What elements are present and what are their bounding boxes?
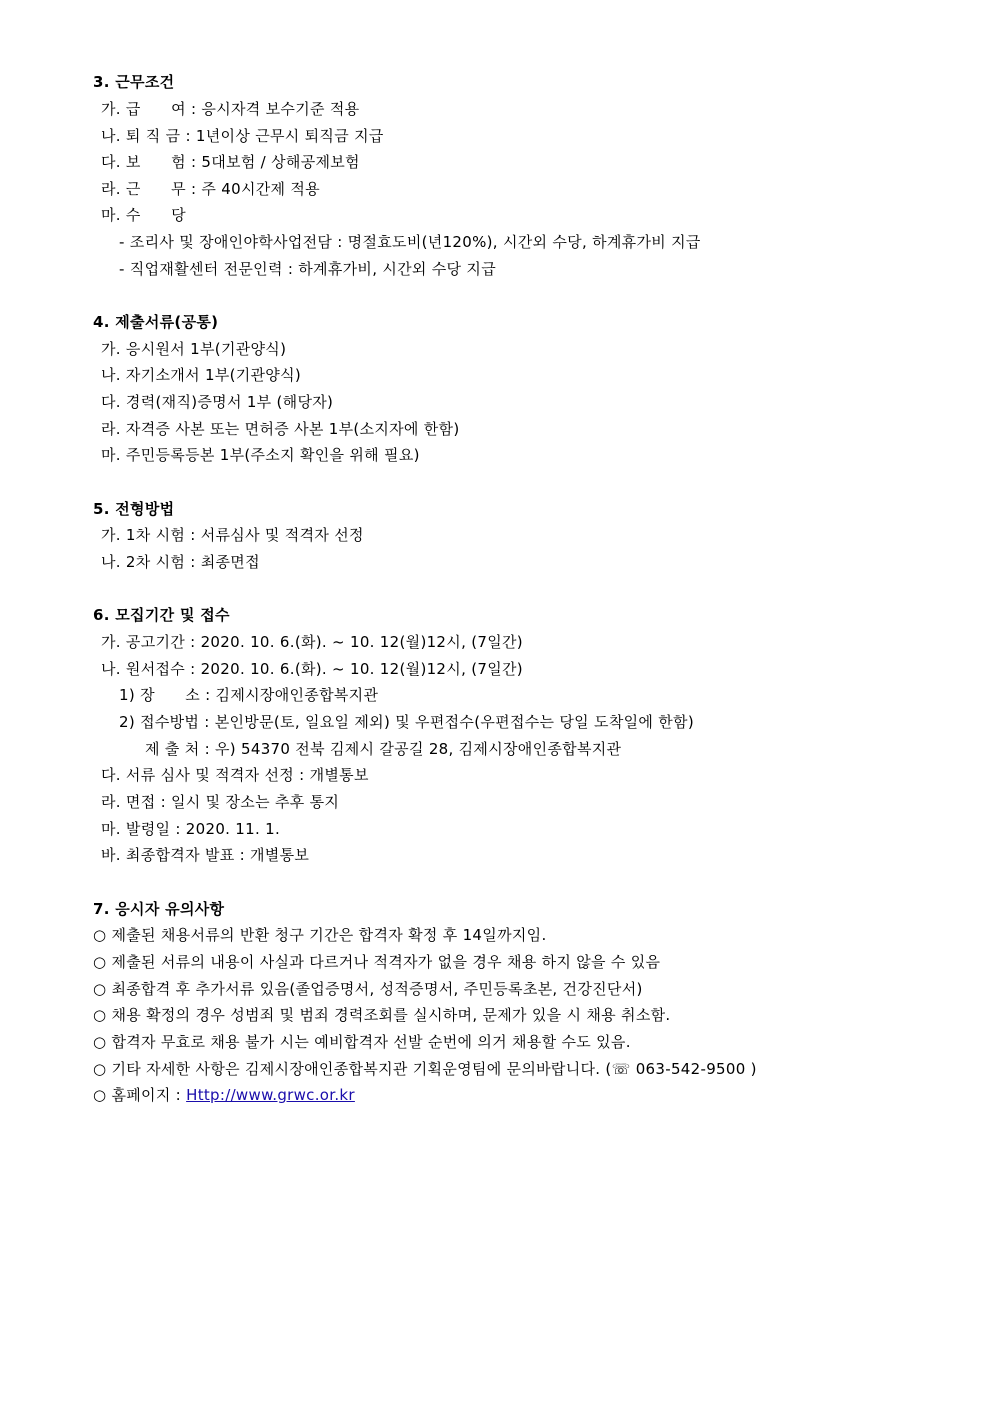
- section-6-item-appointment: 마. 발령일 : 2020. 11. 1.: [101, 820, 281, 838]
- section-6-item-application-period: 나. 원서접수 : 2020. 10. 6.(화). ~ 10. 12(월)12시, (7일간): [101, 660, 523, 678]
- section-7-heading: 7. 응시자 유의사항: [93, 900, 225, 918]
- section-6-subitem-submit-address: 제 출 처 : 우) 54370 전북 김제시 갈공길 28, 김제시장애인종합복지관: [145, 740, 622, 758]
- section-4-heading: 4. 제출서류(공통): [93, 313, 219, 331]
- section-6-item-interview: 라. 면접 : 일시 및 장소는 추후 통지: [101, 793, 340, 811]
- section-7-notice: ○ 제출된 서류의 내용이 사실과 다르거나 적격자가 없을 경우 채용 하지 않을 수 있음: [93, 953, 661, 971]
- section-7-notice-contact: ○ 기타 자세한 사항은 김제시장애인종합복지관 기획운영팀에 문의바랍니다. (☏ 063-542-9500 ): [93, 1060, 757, 1078]
- section-4-item: 라. 자격증 사본 또는 면허증 사본 1부(소지자에 한함): [101, 420, 460, 438]
- section-6-subitem-location: 1) 장 소 : 김제시장애인종합복지관: [119, 686, 379, 704]
- homepage-link[interactable]: Http://www.grwc.or.kr: [186, 1086, 355, 1104]
- section-4-item: 가. 응시원서 1부(기관양식): [101, 340, 287, 358]
- section-7-notice: ○ 제출된 채용서류의 반환 청구 기간은 합격자 확정 후 14일까지임.: [93, 926, 547, 944]
- section-7-homepage-row: [93, 1086, 355, 1104]
- section-3-item-insurance: 다. 보 험 : 5대보험 / 상해공제보험: [101, 153, 360, 171]
- section-3-item-allowance: 마. 수 당: [101, 206, 186, 224]
- section-7-notice: ○ 채용 확정의 경우 성범죄 및 범죄 경력조회를 실시하며, 문제가 있을 시 채용 취소함.: [93, 1006, 671, 1024]
- section-3-item-work: 라. 근 무 : 주 40시간제 적용: [101, 180, 320, 198]
- section-6-heading: 6. 모집기간 및 접수: [93, 606, 230, 624]
- section-6-item-screening: 다. 서류 심사 및 적격자 선정 : 개별통보: [101, 766, 369, 784]
- section-7-notice: ○ 합격자 무효로 채용 불가 시는 예비합격자 선발 순번에 의거 채용할 수도 있음.: [93, 1033, 631, 1051]
- section-6-item-announcement: 바. 최종합격자 발표 : 개별통보: [101, 846, 310, 864]
- section-4-item: 마. 주민등록등본 1부(주소지 확인을 위해 필요): [101, 446, 420, 464]
- section-6-subitem-method: 2) 접수방법 : 본인방문(토, 일요일 제외) 및 우편접수(우편접수는 당일 도착일에 한함): [119, 713, 694, 731]
- section-3-subitem-vocational: - 직업재활센터 전문인력 : 하계휴가비, 시간외 수당 지급: [119, 260, 496, 278]
- section-3-item-severance: 나. 퇴 직 금 : 1년이상 근무시 퇴직금 지급: [101, 127, 384, 145]
- section-6-item-notice-period: 가. 공고기간 : 2020. 10. 6.(화). ~ 10. 12(월)12시, (7일간): [101, 633, 523, 651]
- section-7-notice: ○ 최종합격 후 추가서류 있음(졸업증명서, 성적증명서, 주민등록초본, 건강진단서): [93, 980, 643, 998]
- section-3-item-salary: 가. 급 여 : 응시자격 보수기준 적용: [101, 100, 360, 118]
- section-3-subitem-cook: - 조리사 및 장애인야학사업전담 : 명절효도비(년120%), 시간외 수당, 하계휴가비 지급: [119, 233, 701, 251]
- homepage-label: ○ 홈페이지 :: [93, 1086, 187, 1104]
- section-5-item: 나. 2차 시험 : 최종면접: [101, 553, 260, 571]
- section-5-heading: 5. 전형방법: [93, 500, 175, 518]
- section-4-item: 나. 자기소개서 1부(기관양식): [101, 366, 302, 384]
- section-5-item: 가. 1차 시험 : 서류심사 및 적격자 선정: [101, 526, 364, 544]
- section-4-item: 다. 경력(재직)증명서 1부 (해당자): [101, 393, 334, 411]
- section-3-heading: 3. 근무조건: [93, 73, 175, 91]
